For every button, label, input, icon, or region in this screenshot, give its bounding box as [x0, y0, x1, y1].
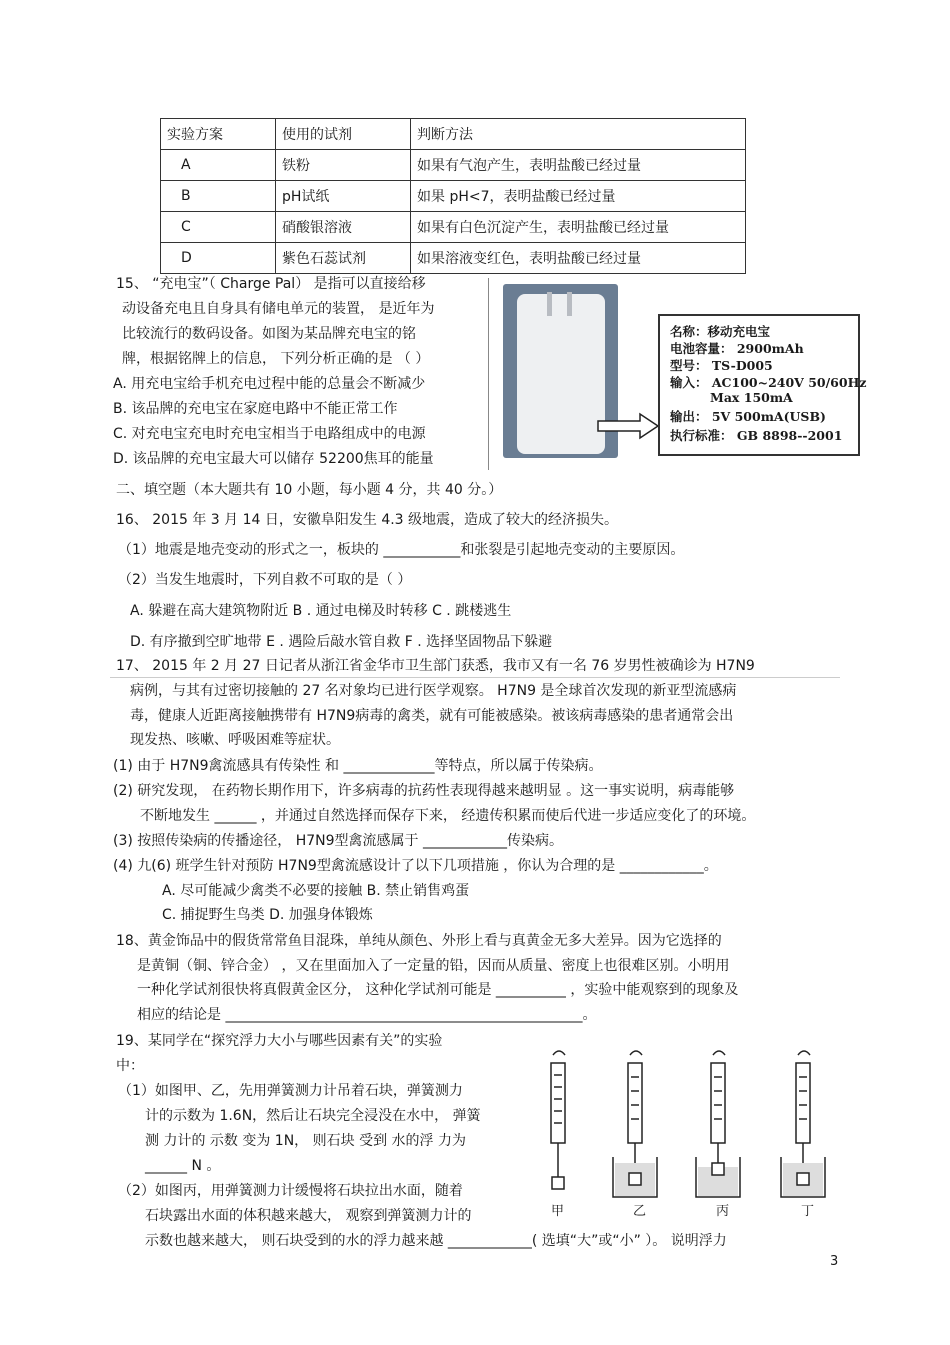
nameplate-line: Max 150mA — [710, 390, 793, 405]
table-cell: D — [161, 243, 276, 274]
q19-line: 19、某同学在“探究浮力大小与哪些因素有关”的实验 — [116, 1033, 443, 1049]
q15-line: 动设备充电且自身具有储电单元的装置， 是近年为 — [122, 301, 435, 317]
q19-line: 中： — [116, 1058, 144, 1074]
q18-line: 18、黄金饰品中的假货常常鱼目混珠，单纯从颜色、外形上看与真黄金无多大差异。因为它选择的 — [116, 933, 722, 949]
table-header-cell: 实验方案 — [161, 119, 276, 150]
table-cell: 如果有气泡产生，表明盐酸已经过量 — [411, 150, 746, 181]
q16-part: （2）当发生地震时，下列自救不可取的是（ ） — [118, 572, 412, 588]
table-cell: C — [161, 212, 276, 243]
figure-label: 丁 — [801, 1204, 815, 1219]
q17-options: A. 尽可能减少禽类不必要的接触 B. 禁止销售鸡蛋 — [162, 883, 470, 899]
figure-label: 乙 — [633, 1204, 647, 1219]
q17-sub: (2) 研究发现， 在药物长期作用下，许多病毒的抗药性表现得越来越明显 。这一事实说明，病毒能够 — [113, 783, 735, 799]
nameplate-line: 名称：移动充电宝 — [670, 324, 771, 339]
q19-line: 测 力计的 示数 变为 1N， 则石块 受到 水的浮 力为 — [145, 1133, 466, 1149]
q17-line: 病例，与其有过密切接触的 27 名对象均已进行医学观察。 H7N9 是全球首次发现的新亚型流感病 — [130, 683, 737, 699]
q17-sub: 不断地发生 ______ ，并通过自然选择而保存下来， 经遗传积累而使后代进一步适应变化了的环境。 — [140, 808, 756, 824]
table-cell: B — [161, 181, 276, 212]
q17-options: C. 捕捉野生鸟类 D. 加强身体锻炼 — [162, 907, 373, 923]
table-cell: pH试纸 — [276, 181, 411, 212]
q15-option: A. 用充电宝给手机充电过程中能的总量会不断减少 — [113, 376, 426, 392]
q16-options: A. 躲避在高大建筑物附近 B . 通过电梯及时转移 C . 跳楼逃生 — [130, 603, 512, 619]
q19-line: （2）如图丙，用弹簧测力计缓慢将石块拉出水面，随着 — [118, 1183, 463, 1199]
q15-line: 牌，根据铭牌上的信息， 下列分析正确的是 （ ） — [122, 351, 430, 367]
q17-sub: (3) 按照传染病的传播途径， H7N9型禽流感属于 ____________传染病。 — [113, 833, 563, 849]
spring-scale-figure — [535, 1045, 840, 1225]
q17-line: 现发热、咳嗽、呼吸困难等症状。 — [130, 732, 340, 748]
q19-line: ______ N 。 — [145, 1158, 221, 1174]
plug-prong — [547, 292, 552, 316]
arrow-icon — [596, 412, 660, 440]
table-cell: 如果有白色沉淀产生，表明盐酸已经过量 — [411, 212, 746, 243]
nameplate-line: 型号： TS-D005 — [670, 358, 773, 373]
spring-scale-yi — [613, 1051, 657, 1197]
table-cell: A — [161, 150, 276, 181]
q19-line: 石块露出水面的体积越来越大， 观察到弹簧测力计的 — [145, 1208, 472, 1224]
q19-line: 示数也越来越大， 则石块受到的水的浮力越来越 ____________( 选填“大”或“小” ）。 说明浮力 — [145, 1233, 727, 1249]
table-cell: 如果溶液变红色，表明盐酸已经过量 — [411, 243, 746, 274]
page-number: 3 — [830, 1254, 839, 1269]
table-cell: 紫色石蕊试剂 — [276, 243, 411, 274]
q15-line: 15、 “充电宝”（ Charge Pal） 是指可以直接给移 — [116, 276, 426, 292]
table-header-cell: 使用的试剂 — [276, 119, 411, 150]
table-row — [161, 243, 746, 274]
spring-scale-jia — [551, 1051, 565, 1189]
divider — [488, 278, 489, 470]
q15-line: 比较流行的数码设备。如图为某品牌充电宝的铭 — [122, 326, 416, 342]
q17-line: 毒，健康人近距离接触携带有 H7N9病毒的禽类，就有可能被感染。被该病毒感染的患者通常会出 — [130, 708, 734, 724]
nameplate-line: 输出： 5V 500mA(USB) — [670, 409, 826, 424]
table-header-cell: 判断方法 — [411, 119, 746, 150]
q16-part: （1）地震是地壳变动的形式之一，板块的 ___________和张裂是引起地壳变动的主要原因。 — [118, 542, 685, 558]
q15-option: C. 对充电宝充电时充电宝相当于电路组成中的电源 — [113, 426, 426, 442]
figure-label: 甲 — [551, 1204, 565, 1219]
q15-option: D. 该品牌的充电宝最大可以储存 52200焦耳的能量 — [113, 451, 434, 467]
q19-line: 计的示数为 1.6N，然后让石块完全浸没在水中， 弹簧 — [145, 1108, 481, 1124]
q17-sub: (4) 九(6) 班学生针对预防 H7N9型禽流感设计了以下几项措施 ，你认为合理的是 ____________。 — [113, 858, 718, 874]
table-header-row — [161, 119, 746, 150]
q17-line: 17、 2015 年 2 月 27 日记者从浙江省金华市卫生部门获悉，我市又有一名 76 岁男性被确诊为 H7N9 — [116, 658, 755, 674]
q18-line: 一种化学试剂很快将真假黄金区分， 这种化学试剂可能是 __________ ，实验中能观察到的现象及 — [137, 982, 739, 998]
nameplate-line: 输入： AC100~240V 50/60Hz — [670, 375, 867, 390]
section-heading: 二、填空题（本大题共有 10 小题，每小题 4 分，共 40 分。） — [116, 482, 503, 498]
q19-line: （1）如图甲、乙，先用弹簧测力计吊着石块，弹簧测力 — [118, 1083, 463, 1099]
table-cell: 硝酸银溶液 — [276, 212, 411, 243]
spring-scale-ding — [781, 1051, 825, 1197]
power-bank-device — [517, 294, 605, 454]
faint-rule — [110, 677, 840, 678]
nameplate — [658, 314, 867, 456]
q18-line: 相应的结论是 ___________________________________________________。 — [137, 1007, 597, 1023]
table-cell: 如果 pH<7，表明盐酸已经过量 — [411, 181, 746, 212]
figure-label: 丙 — [716, 1204, 730, 1219]
q15-option: B. 该品牌的充电宝在家庭电路中不能正常工作 — [113, 401, 398, 417]
experiment-table — [160, 118, 746, 274]
plug-prong — [567, 292, 572, 316]
table-cell: 铁粉 — [276, 150, 411, 181]
q17-sub: (1) 由于 H7N9禽流感具有传染性 和 _____________等特点，所以属于传染病。 — [113, 758, 603, 774]
table-row — [161, 181, 746, 212]
nameplate-line: 执行标准： GB 8898--2001 — [670, 428, 843, 443]
q18-line: 是黄铜（铜、锌合金） ，又在里面加入了一定量的铅，因而从质量、密度上也很难区别。小明用 — [137, 958, 730, 974]
table-row — [161, 212, 746, 243]
table-row — [161, 150, 746, 181]
spring-scale-bing — [696, 1051, 740, 1197]
q16-options: D. 有序撤到空旷地带 E . 遇险后敲水管自救 F . 选择坚固物品下躲避 — [130, 634, 553, 650]
nameplate-line: 电池容量： 2900mAh — [670, 341, 804, 356]
q16-stem: 16、 2015 年 3 月 14 日，安徽阜阳发生 4.3 级地震，造成了较大的经济损失。 — [116, 512, 619, 528]
